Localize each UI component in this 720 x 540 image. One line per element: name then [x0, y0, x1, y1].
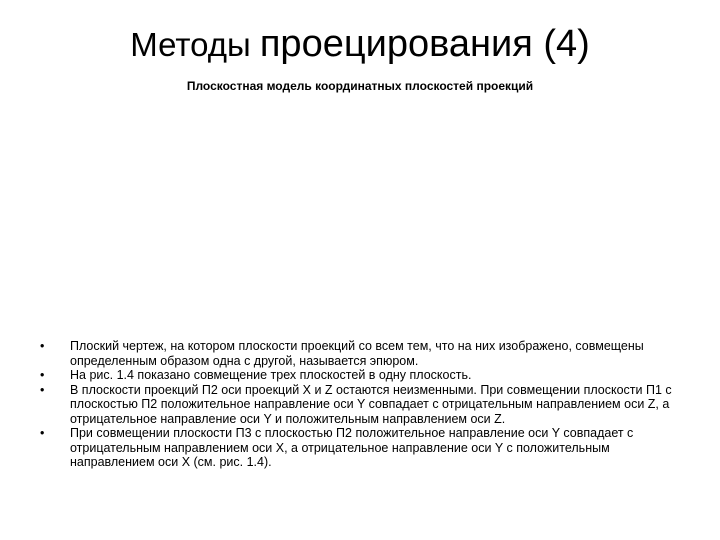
bullet-item	[40, 368, 680, 383]
bullet-item	[40, 426, 680, 470]
bullet-text: На рис. 1.4 показано совмещение трех плоскостей в одну плоскость.	[70, 368, 472, 382]
slide-title-part2: проецирования (4)	[259, 23, 590, 65]
slide-subtitle: Плоскостная модель координатных плоскостей проекций	[186, 79, 534, 93]
bullet-dot: •	[40, 368, 45, 382]
bullet-text: При совмещении плоскости П3 с плоскостью П2 положительное направление оси Y совпадает с отрицательным направлением оси X, а отрицательное направление оси Y с положительным направлением оси X (см. рис. 1.4).	[70, 426, 634, 469]
bullet-text: Плоский чертеж, на котором плоскости проекций со всем тем, что на них изображено, совмещены определенным образом одна с другой, называется эпюром.	[70, 339, 644, 368]
slide-title	[0, 20, 720, 69]
bullet-item	[40, 383, 680, 427]
slide-title-part1: Методы	[130, 26, 260, 63]
bullet-dot: •	[40, 426, 45, 440]
bullet-text: В плоскости проекций П2 оси проекций X и Z остаются неизменными. При совмещении плоскости П1 с плоскостью П2 положительное направление оси Y совпадает с отрицательным направлением оси Z, а отрицательное направление оси Y и положительным направлением оси Z.	[70, 382, 672, 426]
bullet-list	[40, 339, 680, 470]
bullet-item	[40, 339, 680, 368]
bullet-dot: •	[40, 339, 45, 353]
bullet-dot: •	[40, 382, 45, 397]
